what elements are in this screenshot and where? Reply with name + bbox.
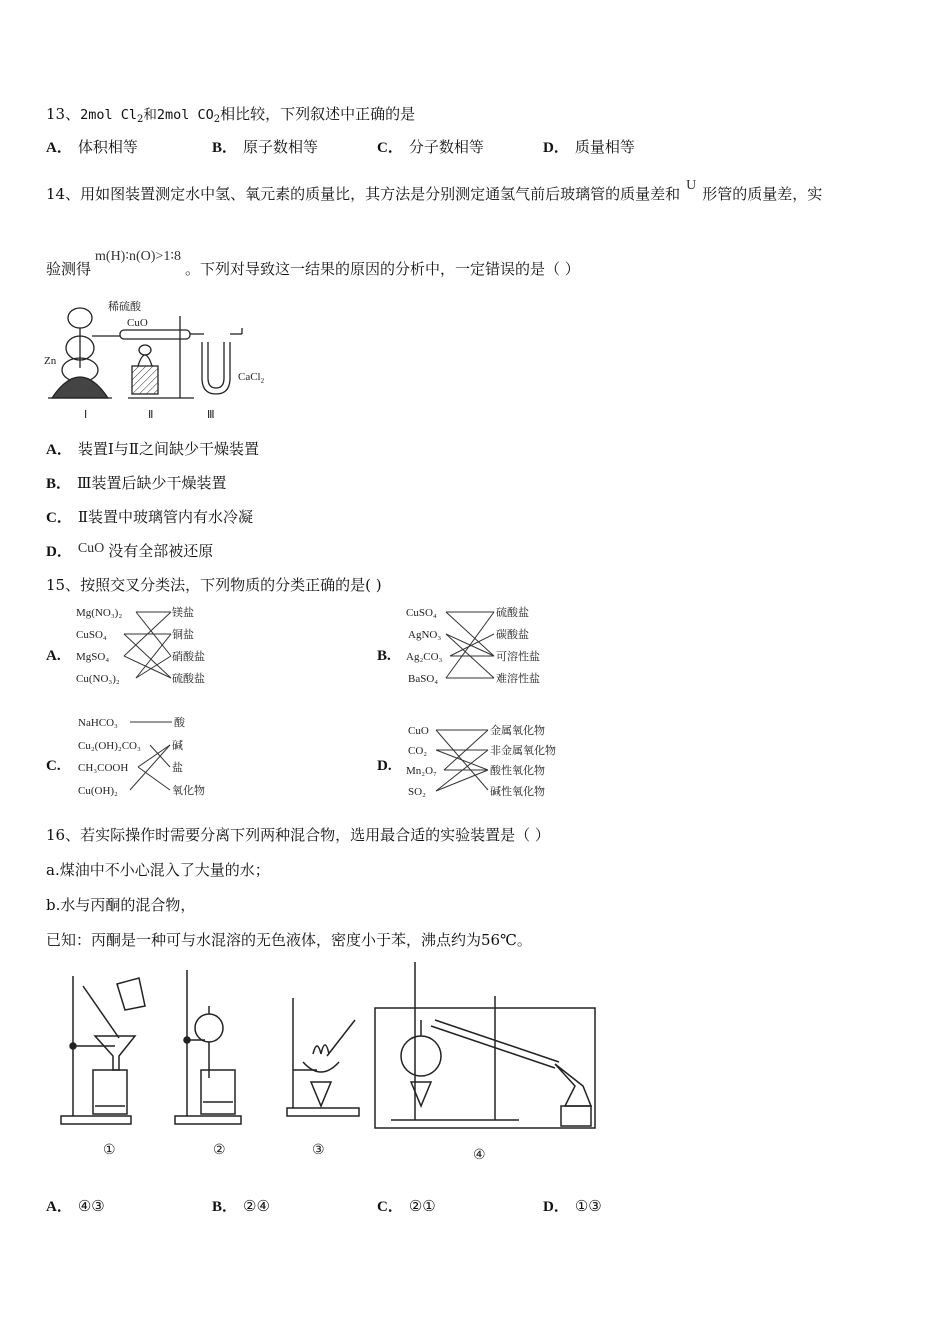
q14-option-c[interactable]: C． Ⅱ装置中玻璃管内有水冷凝 bbox=[46, 508, 254, 526]
svg-text:Cu₂(OH)₂CO₃: Cu₂(OH)₂CO₃ bbox=[78, 740, 141, 752]
q14-option-b[interactable]: B． Ⅲ装置后缺少干燥装置 bbox=[46, 474, 227, 492]
q15-option-a[interactable]: A. bbox=[46, 648, 61, 664]
fig-label-2: ② bbox=[213, 1143, 226, 1158]
svg-text:CuSO₄: CuSO₄ bbox=[406, 607, 437, 619]
q16-item-a: a.煤油中不小心混入了大量的水； bbox=[46, 861, 270, 879]
apparatus-filtration bbox=[61, 976, 145, 1124]
q13-stem: 13、2mol $Cl_2$和2mol $CO_2$相比较，下列叙述中正确的是 bbox=[46, 105, 416, 125]
q14-option-d[interactable]: D． CuO 没有全部被还原 bbox=[46, 541, 214, 560]
svg-text:难溶性盐: 难溶性盐 bbox=[496, 673, 540, 685]
q16-option-a[interactable]: A． ④③ bbox=[46, 1197, 105, 1215]
svg-text:Mn₂O₇: Mn₂O₇ bbox=[406, 765, 437, 777]
apparatus-label-2: Ⅱ bbox=[148, 409, 154, 421]
svg-text:硫酸盐: 硫酸盐 bbox=[496, 607, 529, 619]
svg-text:Cu(NO₃)₂: Cu(NO₃)₂ bbox=[76, 673, 120, 685]
svg-text:AgNO₃: AgNO₃ bbox=[408, 629, 442, 641]
svg-text:Mg(NO₃)₂: Mg(NO₃)₂ bbox=[76, 607, 123, 619]
svg-text:镁盐: 镁盐 bbox=[172, 607, 194, 619]
apparatus-evaporation bbox=[287, 998, 359, 1116]
q16-known: 已知：丙酮是一种可与水混溶的无色液体，密度小于苯，沸点约为56℃。 bbox=[46, 931, 532, 949]
svg-text:Ag₂CO₃: Ag₂CO₃ bbox=[406, 651, 443, 663]
svg-text:CH₃COOH: CH₃COOH bbox=[78, 762, 129, 774]
apparatus-distillation bbox=[375, 962, 595, 1128]
apparatus-label-3: Ⅲ bbox=[207, 409, 215, 421]
acid-label: 稀硫酸 bbox=[108, 301, 141, 313]
q16-option-b[interactable]: B． ②④ bbox=[212, 1197, 270, 1215]
kipp-generator bbox=[48, 308, 120, 398]
svg-text:MgSO₄: MgSO₄ bbox=[76, 651, 110, 663]
fig-label-1: ① bbox=[103, 1143, 116, 1158]
zn-label: Zn bbox=[44, 355, 57, 367]
mass-ratio: m(H)∶n(O)>1∶8 bbox=[95, 249, 181, 264]
svg-text:氧化物: 氧化物 bbox=[172, 785, 205, 797]
svg-text:酸性氧化物: 酸性氧化物 bbox=[490, 765, 545, 777]
apparatus-separatory-funnel bbox=[175, 970, 241, 1124]
q15-diagram-b bbox=[404, 602, 564, 690]
svg-text:可溶性盐: 可溶性盐 bbox=[496, 651, 540, 663]
svg-text:SO₂: SO₂ bbox=[408, 786, 426, 798]
q14-option-a[interactable]: A． 装置Ⅰ与Ⅱ之间缺少干燥装置 bbox=[46, 440, 259, 458]
q16-stem: 16、若实际操作时需要分离下列两种混合物，选用最合适的实验装置是（ ） bbox=[46, 826, 550, 844]
svg-text:碳酸盐: 碳酸盐 bbox=[496, 629, 529, 641]
q15-diagram-a bbox=[74, 602, 224, 690]
q14-stem-line1: 14、用如图装置测定水中氢、氧元素的质量比，其方法是分别测定通氢气前后玻璃管的质量差和 U 形管的质量差，实 bbox=[46, 178, 823, 203]
fig-label-3: ③ bbox=[312, 1143, 325, 1158]
svg-text:BaSO₄: BaSO₄ bbox=[408, 673, 439, 685]
svg-text:Cu(OH)₂: Cu(OH)₂ bbox=[78, 785, 118, 797]
svg-text:NaHCO₃: NaHCO₃ bbox=[78, 717, 118, 729]
svg-text:硫酸盐: 硫酸盐 bbox=[172, 673, 205, 685]
u-tube-symbol: U bbox=[686, 178, 697, 193]
svg-text:铜盐: 铜盐 bbox=[172, 629, 194, 641]
cacl2-label: CaCl$_2$ bbox=[238, 371, 265, 385]
svg-text:碱: 碱 bbox=[172, 740, 183, 752]
q13-option-d[interactable]: D． 质量相等 bbox=[543, 138, 635, 156]
q15-option-c[interactable]: C. bbox=[46, 758, 61, 774]
svg-text:CuSO₄: CuSO₄ bbox=[76, 629, 107, 641]
u-tube-cacl2 bbox=[190, 328, 242, 394]
apparatus-label-1: Ⅰ bbox=[84, 409, 88, 421]
q16-item-b: b.水与丙酮的混合物， bbox=[46, 896, 196, 914]
q15-diagram-c bbox=[74, 712, 224, 802]
q15-option-b[interactable]: B. bbox=[377, 648, 391, 664]
q15-stem: 15、按照交叉分类法，下列物质的分类正确的是( ) bbox=[46, 576, 382, 594]
q16-apparatus-figure bbox=[55, 958, 600, 1168]
svg-text:CO₂: CO₂ bbox=[408, 745, 428, 757]
q15-option-d[interactable]: D. bbox=[377, 758, 392, 774]
svg-text:碱性氧化物: 碱性氧化物 bbox=[490, 786, 545, 798]
q13-option-c[interactable]: C． 分子数相等 bbox=[377, 138, 484, 156]
svg-text:酸: 酸 bbox=[174, 717, 185, 729]
q16-option-c[interactable]: C． ②① bbox=[377, 1197, 436, 1215]
q13-option-b[interactable]: B． 原子数相等 bbox=[212, 138, 319, 156]
cuo-label: CuO bbox=[127, 317, 148, 329]
svg-text:非金属氧化物: 非金属氧化物 bbox=[490, 745, 556, 757]
q13-option-a[interactable]: A． 体积相等 bbox=[46, 138, 138, 156]
q14-stem-line2: 验测得m(H)∶n(O)>1∶8。下列对导致这一结果的原因的分析中，一定错误的是（ ） bbox=[46, 249, 580, 278]
q16-option-d[interactable]: D． ①③ bbox=[543, 1197, 602, 1215]
fig-label-4: ④ bbox=[473, 1148, 486, 1163]
svg-text:CuO: CuO bbox=[408, 725, 429, 737]
svg-text:硝酸盐: 硝酸盐 bbox=[172, 651, 205, 663]
q14-apparatus-figure bbox=[44, 298, 284, 426]
q15-diagram-d bbox=[404, 720, 574, 802]
svg-text:盐: 盐 bbox=[172, 762, 183, 774]
svg-text:金属氧化物: 金属氧化物 bbox=[490, 725, 545, 737]
